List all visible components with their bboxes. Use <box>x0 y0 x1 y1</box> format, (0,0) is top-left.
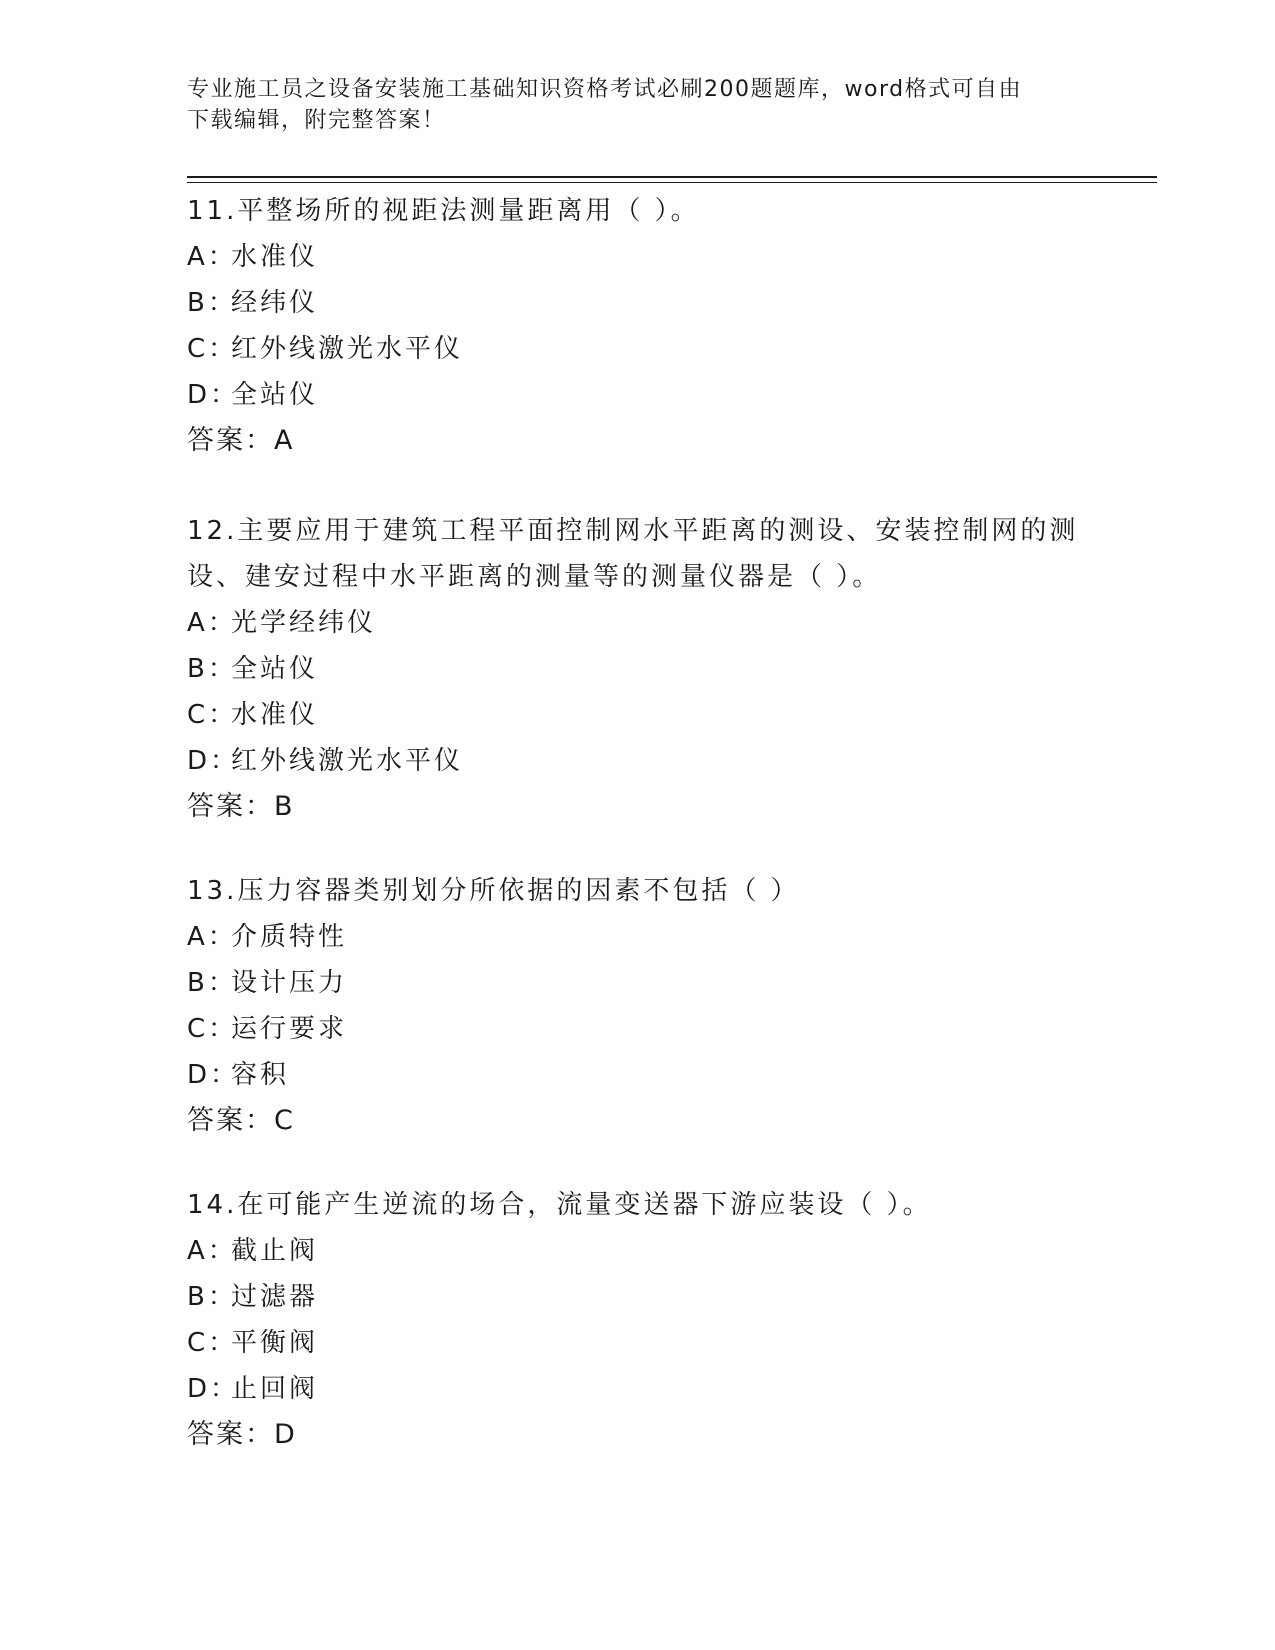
option-text: 全站仪 <box>231 380 319 410</box>
option-letter: A： <box>187 242 237 272</box>
option-letter: D： <box>187 1060 240 1090</box>
option-d <box>187 738 1087 784</box>
option-letter: D： <box>187 1374 240 1404</box>
option-letter: A： <box>187 1236 237 1266</box>
option-b <box>187 1274 1087 1320</box>
option-letter: C： <box>187 700 238 730</box>
option-letter: A： <box>187 922 237 952</box>
option-letter: D： <box>187 746 240 776</box>
option-text: 全站仪 <box>231 654 319 684</box>
option-text: 红外线激光水平仪 <box>231 334 464 364</box>
header-line-1: 专业施工员之设备安装施工基础知识资格考试必刷200题题库，word格式可自由 <box>187 77 1023 102</box>
option-text: 经纬仪 <box>231 288 319 318</box>
option-c <box>187 1320 1087 1366</box>
option-d <box>187 372 1087 418</box>
option-text: 设计压力 <box>231 968 348 998</box>
answer-label: 答案：D <box>187 1419 297 1450</box>
option-letter: B： <box>187 654 237 684</box>
option-text: 容积 <box>231 1060 290 1090</box>
question-13 <box>187 868 1087 1144</box>
header-line-2: 下载编辑，附完整答案！ <box>187 108 446 133</box>
answer-label: 答案：A <box>187 425 295 456</box>
option-text: 止回阀 <box>231 1374 319 1404</box>
option-letter: D： <box>187 380 240 410</box>
option-letter: B： <box>187 1282 237 1312</box>
option-c <box>187 692 1087 738</box>
header-divider-thin <box>187 182 1157 183</box>
question-stem: 14.在可能产生逆流的场合，流量变送器下游应装设（ ）。 <box>187 1190 932 1220</box>
option-letter: C： <box>187 1014 238 1044</box>
option-d <box>187 1366 1087 1412</box>
option-c <box>187 326 1087 372</box>
option-text: 水准仪 <box>231 242 319 272</box>
answer-label: 答案：B <box>187 791 295 822</box>
question-stem: 11.平整场所的视距法测量距离用（ ）。 <box>187 196 700 226</box>
question-11 <box>187 188 1087 464</box>
question-14 <box>187 1182 1087 1458</box>
question-stem: 12.主要应用于建筑工程平面控制网水平距离的测设、安装控制网的测设、建安过程中水平距离的测量等的测量仪器是（ ）。 <box>187 516 1079 592</box>
option-text: 截止阀 <box>231 1236 319 1266</box>
option-a <box>187 914 1087 960</box>
option-text: 光学经纬仪 <box>231 608 377 638</box>
option-c <box>187 1006 1087 1052</box>
option-text: 红外线激光水平仪 <box>231 746 464 776</box>
option-letter: B： <box>187 288 237 318</box>
option-letter: A： <box>187 608 237 638</box>
option-letter: C： <box>187 334 238 364</box>
header-divider-thick <box>187 176 1157 178</box>
option-a <box>187 1228 1087 1274</box>
option-text: 介质特性 <box>231 922 348 952</box>
option-b <box>187 960 1087 1006</box>
option-text: 水准仪 <box>231 700 319 730</box>
option-a <box>187 234 1087 280</box>
question-stem: 13.压力容器类别划分所依据的因素不包括（ ） <box>187 876 800 906</box>
option-text: 过滤器 <box>231 1282 319 1312</box>
option-b <box>187 280 1087 326</box>
option-letter: B： <box>187 968 237 998</box>
document-header <box>187 74 1087 136</box>
option-text: 运行要求 <box>231 1014 348 1044</box>
answer-label: 答案：C <box>187 1105 295 1136</box>
question-12 <box>187 508 1087 830</box>
option-d <box>187 1052 1087 1098</box>
option-a <box>187 600 1087 646</box>
option-b <box>187 646 1087 692</box>
option-letter: C： <box>187 1328 238 1358</box>
option-text: 平衡阀 <box>231 1328 319 1358</box>
